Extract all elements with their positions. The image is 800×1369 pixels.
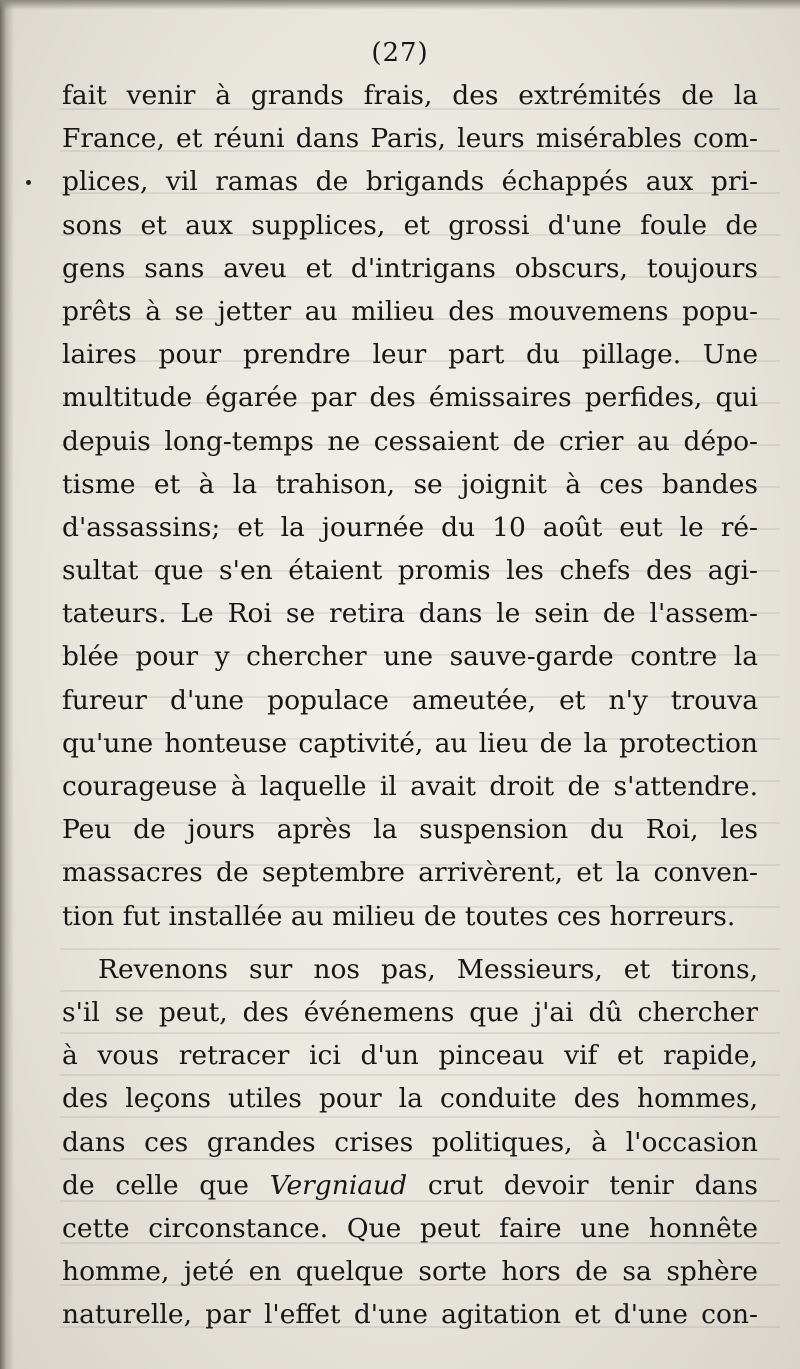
text-line: tisme et à la trahison, se joignit à ces bandes <box>62 468 758 500</box>
text-line: France, et réuni dans Paris, leurs misérables com- <box>62 123 758 155</box>
body-text <box>62 74 758 1336</box>
text-line: tion fut installée au milieu de toutes ces horreurs. <box>62 900 736 932</box>
text-line: des leçons utiles pour la conduite des hommes, <box>62 1083 758 1115</box>
page-number: (27) <box>371 38 429 68</box>
text-line: Peu de jours après la suspension du Roi, les <box>62 814 758 846</box>
text-line: cette circonstance. Que peut faire une honnête <box>62 1212 758 1244</box>
page-edge-shadow <box>0 0 14 1369</box>
text-line: qu'une honteuse captivité, au lieu de la protection <box>62 727 758 759</box>
paragraph-gap <box>62 938 758 948</box>
italic-name: Vergniaud <box>269 1169 408 1201</box>
text-line: naturelle, par l'effet d'une agitation et d'une con- <box>62 1299 758 1331</box>
text-line: fait venir à grands frais, des extrémités de la <box>62 80 758 111</box>
page-top-shadow <box>0 0 800 10</box>
text-line: plices, vil ramas de brigands échappés aux pri- <box>62 166 758 198</box>
text-line: laires pour prendre leur part du pillage. Une <box>62 339 758 371</box>
text-line: prêts à se jetter au milieu des mouvemens popu- <box>62 295 758 327</box>
text-line: sons et aux supplices, et grossi d'une foule de <box>62 209 758 241</box>
text-line: sultat que s'en étaient promis les chefs des agi- <box>62 555 758 587</box>
text-line: dans ces grandes crises politiques, à l'occasion <box>62 1126 758 1158</box>
text-line: s'il se peut, des événemens que j'ai dû chercher <box>62 996 758 1028</box>
text-line: à vous retracer ici d'un pinceau vif et rapide, <box>62 1040 758 1072</box>
text-line-with-name: de celle que Vergniaud crut devoir tenir dans <box>62 1169 758 1201</box>
text-line: courageuse à laquelle il avait droit de s'attendre. <box>62 771 758 802</box>
text-line: Revenons sur nos pas, Messieurs, et tirons, <box>98 953 758 985</box>
text-line: d'assassins; et la journée du 10 août eut le ré- <box>62 511 758 543</box>
text-line: tateurs. Le Roi se retira dans le sein de l'assem- <box>62 598 758 630</box>
text-line: homme, jeté en quelque sorte hors de sa sphère <box>62 1256 758 1288</box>
ink-speck <box>26 180 31 185</box>
text-line: depuis long-temps ne cessaient de crier au dépo- <box>62 425 758 457</box>
text-line: blée pour y chercher une sauve-garde contre la <box>62 641 758 673</box>
text-line: multitude égarée par des émissaires perfides, qui <box>62 382 758 414</box>
text-line: gens sans aveu et d'intrigans obscurs, toujours <box>62 252 758 284</box>
text-line: fureur d'une populace ameutée, et n'y trouva <box>62 684 758 716</box>
text-line: massacres de septembre arrivèrent, et la conven- <box>62 857 758 889</box>
